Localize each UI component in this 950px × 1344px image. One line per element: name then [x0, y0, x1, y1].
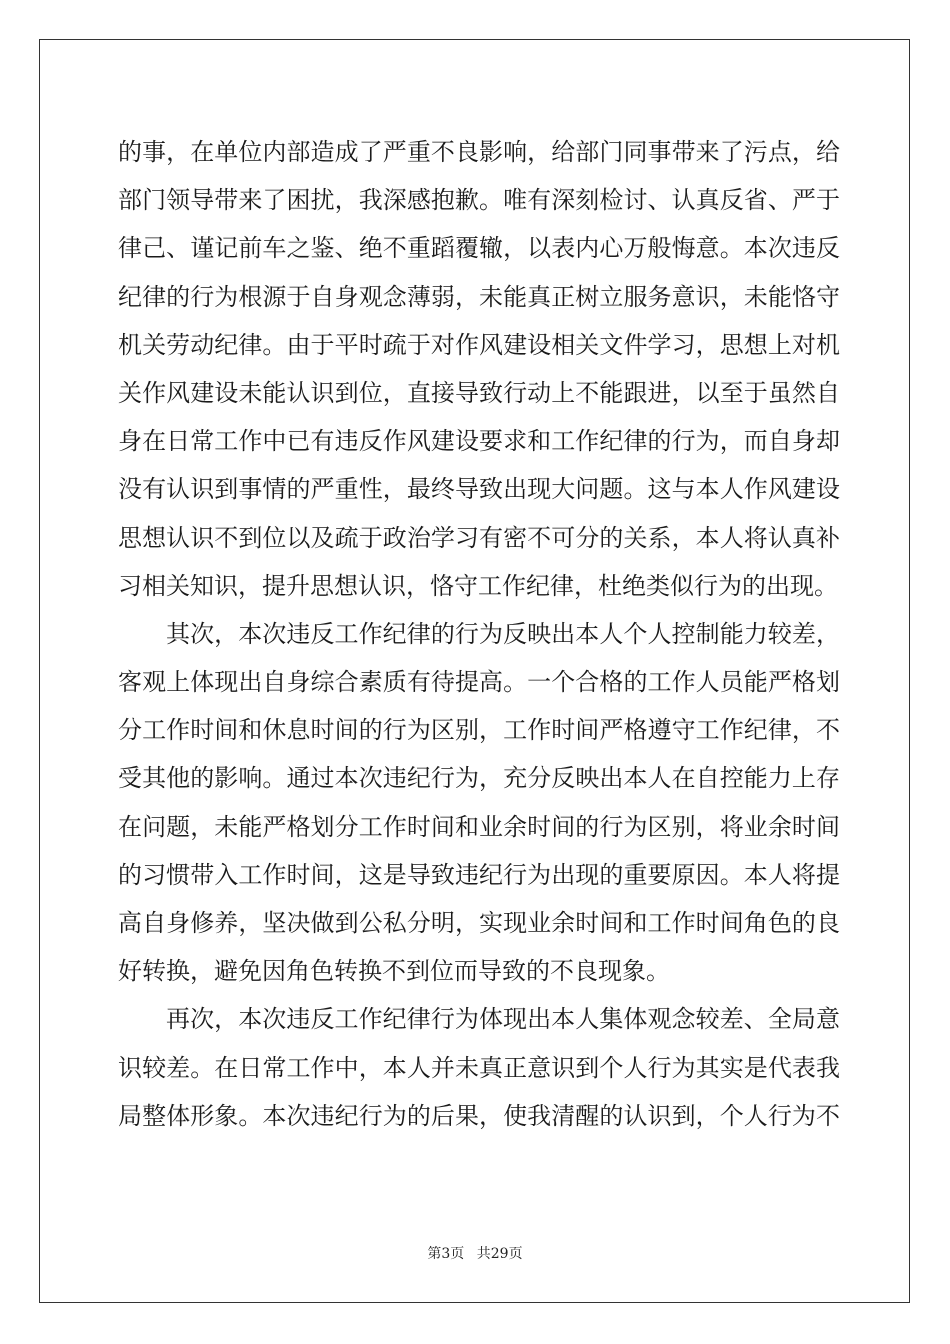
text-line: 局整体形象。本次违纪行为的后果，使我清醒的认识到，个人行为不 [118, 1101, 840, 1130]
text-line: 没有认识到事情的严重性，最终导致出现大问题。这与本人作风建设 [118, 475, 840, 504]
text-line: 识较差。在日常工作中，本人并未真正意识到个人行为其实是代表我 [118, 1053, 840, 1082]
text-line: 的习惯带入工作时间，这是导致违纪行为出现的重要原因。本人将提 [118, 860, 840, 889]
page-total: 共29页 [476, 1246, 523, 1262]
text-line: 高自身修养，坚决做到公私分明，实现业余时间和工作时间角色的良 [118, 909, 840, 937]
text-line: 身在日常工作中已有违反作风建设要求和工作纪律的行为，而自身却 [118, 427, 840, 456]
text-line: 思想认识不到位以及疏于政治学习有密不可分的关系，本人将认真补 [118, 523, 840, 552]
text-line: 机关劳动纪律。由于平时疏于对作风建设相关文件学习，思想上对机 [118, 330, 840, 359]
text-line: 部门领导带来了困扰，我深感抱歉。唯有深刻检讨、认真反省、严于 [118, 186, 840, 215]
text-line: 关作风建设未能认识到位，直接导致行动上不能跟进，以至于虽然自 [118, 378, 840, 407]
document-body [118, 128, 840, 1140]
text-line: 受其他的影响。通过本次违纪行为，充分反映出本人在自控能力上存 [118, 764, 840, 793]
text-line: 客观上体现出自身综合素质有待提高。一个合格的工作人员能严格划 [118, 668, 840, 697]
paragraph-start-line: 其次，本次违反工作纪律的行为反映出本人个人控制能力较差， [166, 619, 840, 648]
text-line: 分工作时间和休息时间的行为区别，工作时间严格遵守工作纪律，不 [118, 716, 840, 745]
text-line: 好转换，避免因角色转换不到位而导致的不良现象。 [118, 957, 670, 986]
text-line: 在问题，未能严格划分工作时间和业余时间的行为区别，将业余时间 [118, 812, 840, 841]
text-line: 律己、谨记前车之鉴、绝不重蹈覆辙，以表内心万般悔意。本次违反 [118, 234, 840, 263]
page-footer [0, 1243, 950, 1263]
page-number: 第3页 [427, 1246, 465, 1262]
text-line: 纪律的行为根源于自身观念薄弱，未能真正树立服务意识，未能恪守 [118, 282, 840, 311]
text-line: 习相关知识，提升思想认识，恪守工作纪律，杜绝类似行为的出现。 [118, 571, 838, 600]
paragraph-start-line: 再次，本次违反工作纪律行为体现出本人集体观念较差、全局意 [166, 1005, 840, 1034]
text-line: 的事，在单位内部造成了严重不良影响，给部门同事带来了污点，给 [118, 138, 840, 166]
